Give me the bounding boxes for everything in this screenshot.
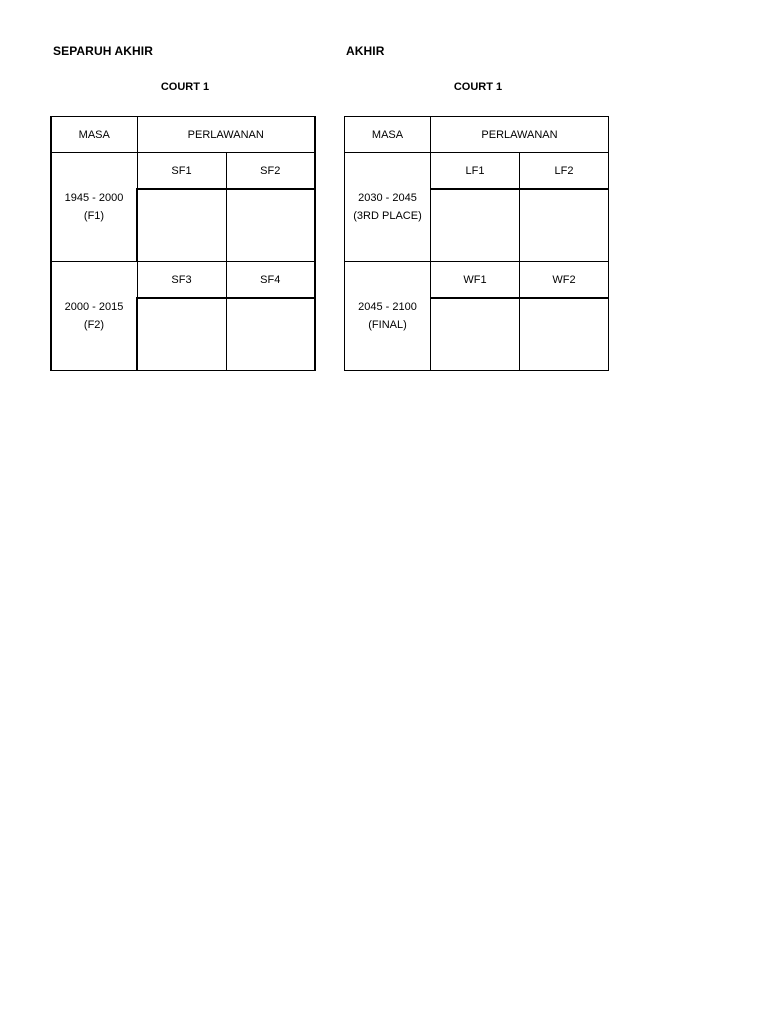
time-slot-round: (FINAL) [368,319,407,331]
score-cell[interactable] [226,298,315,371]
match-label-cell: LF1 [431,153,520,190]
time-column-header: MASA [345,117,431,153]
time-slot-time: 2000 - 2015 [64,301,124,313]
match-label-cell: SF1 [137,153,226,190]
final-title: AKHIR [346,44,385,58]
match-label-cell: LF2 [520,153,609,190]
score-cell[interactable] [431,298,520,371]
time-slot-cell [51,153,137,262]
match-column-header: PERLAWANAN [137,117,315,153]
match-label-cell: WF1 [431,262,520,299]
time-column-header: MASA [51,117,137,153]
score-cell[interactable] [520,298,609,371]
match-column-header: PERLAWANAN [431,117,609,153]
table-row [345,153,609,190]
score-cell[interactable] [520,189,609,262]
match-label-cell: SF2 [226,153,315,190]
time-slot-round: (F2) [83,319,105,331]
time-slot-round: (3RD PLACE) [353,210,422,222]
final-court-label: COURT 1 [453,81,503,93]
score-cell[interactable] [226,189,315,262]
semifinal-schedule-table [50,116,316,371]
match-label-cell: WF2 [520,262,609,299]
table-row [51,262,315,299]
time-slot-cell [345,153,431,262]
time-slot-round: (F1) [83,210,105,222]
time-slot-cell [51,262,137,371]
score-cell[interactable] [137,189,226,262]
final-schedule-table [344,116,609,371]
semifinal-title: SEPARUH AKHIR [53,44,153,58]
score-cell[interactable] [431,189,520,262]
semifinal-court-label: COURT 1 [160,81,210,93]
table-header-row [51,117,315,153]
match-label-cell: SF3 [137,262,226,299]
time-slot-cell [345,262,431,371]
table-row [51,153,315,190]
time-slot-time: 2030 - 2045 [358,192,417,204]
time-slot-time: 2045 - 2100 [358,301,417,313]
table-row [345,262,609,299]
score-cell[interactable] [137,298,226,371]
table-header-row [345,117,609,153]
match-label-cell: SF4 [226,262,315,299]
time-slot-time: 1945 - 2000 [64,192,124,204]
